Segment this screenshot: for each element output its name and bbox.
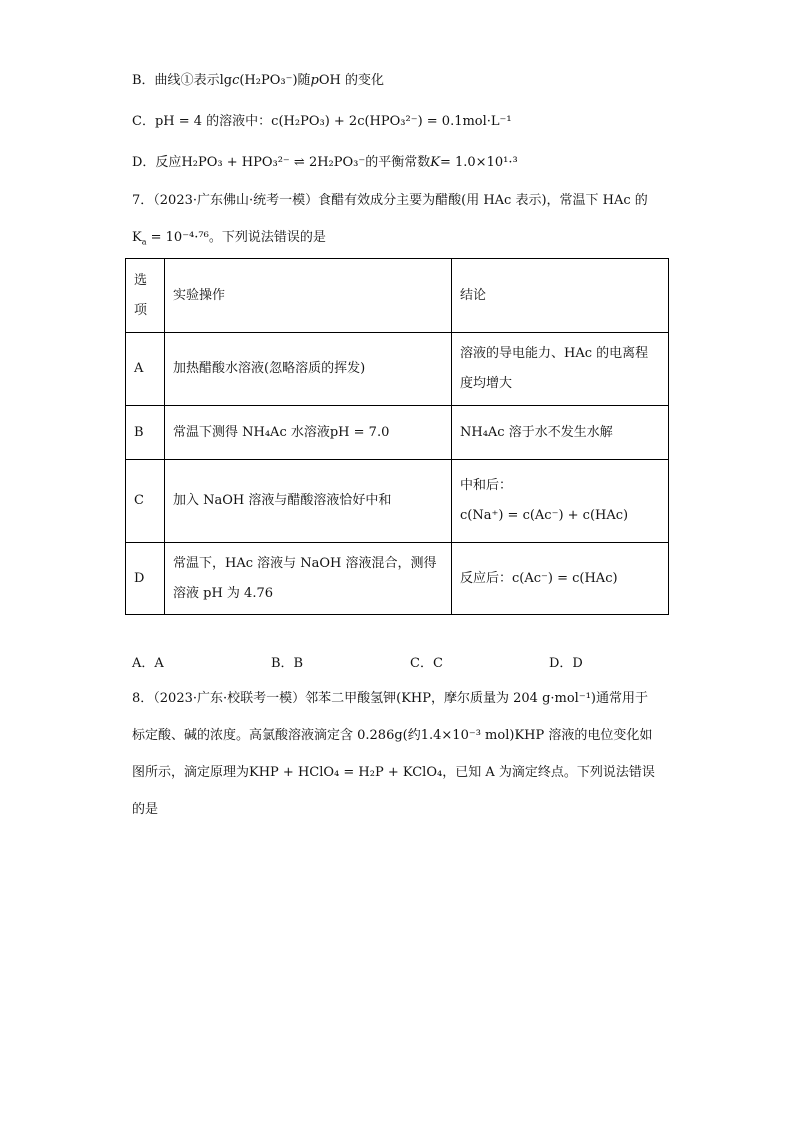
q8-line1: 8．（2023·广东·校联考一模）邻苯二甲酸氢钾(KHP，摩尔质量为 204 g·mol⁻¹)通常用于 xyxy=(132,691,648,706)
q6-option-b xyxy=(132,71,384,91)
answer-a: A．A xyxy=(132,656,164,671)
header-operation: 实验操作 xyxy=(165,259,452,333)
ka-value: = 10⁻⁴·⁷⁶ xyxy=(146,230,209,245)
q6-option-b-p: p xyxy=(310,73,319,88)
ka-label: K xyxy=(132,230,142,245)
table-row xyxy=(126,460,669,543)
q7-stem-line2 xyxy=(132,228,326,248)
row-b-conclusion: NH₄Ac 溶于水不发生水解 xyxy=(452,406,669,460)
q6-option-d-post: 的平衡常数 xyxy=(365,155,431,170)
q8-line3: 图所示，滴定原理为KHP + HClO₄ = H₂P + KClO₄，已知 A 为滴定终点。下列说法错误 xyxy=(132,765,655,780)
q6-option-b-post2: OH 的变化 xyxy=(318,73,384,88)
answer-c: C．C xyxy=(410,656,443,671)
q6-option-d-k: K xyxy=(430,155,440,170)
q7-stem-line1: 7．（2023·广东佛山·统考一模）食醋有效成分主要为醋酸(用 HAc 表示)，常温下 HAc 的 xyxy=(132,193,648,208)
header-conclusion: 结论 xyxy=(452,259,669,333)
q6-option-b-mid: 表示lg xyxy=(193,73,233,88)
row-a-conclusion-line2: 度均增大 xyxy=(460,376,513,391)
q6-option-d-pre: D．反应 xyxy=(132,155,182,170)
answer-d: D．D xyxy=(549,656,583,671)
q6-option-b-post1: 随 xyxy=(297,73,311,88)
row-a-conclusion xyxy=(452,333,669,406)
header-option xyxy=(126,259,165,333)
q6-option-b-pre: B．曲线 xyxy=(132,73,181,88)
row-a-conclusion-line1: 溶液的导电能力、HAc 的电离程 xyxy=(460,346,649,361)
table-row xyxy=(126,333,669,406)
row-c-conclusion-line2: c(Na⁺) = c(Ac⁻) + c(HAc) xyxy=(460,508,629,523)
row-d-operation-line2: 溶液 pH 为 4.76 xyxy=(173,585,274,601)
row-a-operation: 加热醋酸水溶液(忽略溶质的挥发) xyxy=(165,333,452,406)
row-d-operation-line1: 常温下，HAc 溶液与 NaOH 溶液混合，测得 xyxy=(173,555,437,571)
table-row xyxy=(126,543,669,615)
row-c-conclusion xyxy=(452,460,669,543)
q8-line2: 标定酸、碱的浓度。高氯酸溶液滴定含 0.286g(约1.4×10⁻³ mol)KHP 溶液的电位变化如 xyxy=(132,728,653,743)
q7-stem-line2-text: 。下列说法错误的是 xyxy=(208,230,326,245)
q6-option-b-paren: (H₂PO₃⁻) xyxy=(239,73,298,88)
answer-b: B．B xyxy=(271,656,304,671)
header-option-line1: 选 xyxy=(134,272,148,288)
row-d-conclusion: 反应后：c(Ac⁻) = c(HAc) xyxy=(452,543,669,615)
row-d-operation xyxy=(165,543,452,615)
q7-table xyxy=(125,258,669,615)
row-d-option: D xyxy=(126,543,165,615)
q6-option-b-c: c xyxy=(232,73,240,88)
q6-option-d-reaction: H₂PO₃ + HPO₃²⁻ ⇌ 2H₂PO₃⁻ xyxy=(181,155,366,170)
row-a-option: A xyxy=(126,333,165,406)
row-c-option: C xyxy=(126,460,165,543)
table-header-row xyxy=(126,259,669,333)
q6-option-d xyxy=(132,153,518,173)
circled-one: ① xyxy=(180,73,194,88)
ka-sub: a xyxy=(141,237,147,247)
header-option-line2: 项 xyxy=(134,302,148,318)
q6-option-d-value: = 1.0×10¹·³ xyxy=(439,155,518,170)
row-b-option: B xyxy=(126,406,165,460)
table-row xyxy=(126,406,669,460)
row-b-operation: 常温下测得 NH₄Ac 水溶液pH = 7.0 xyxy=(165,406,452,460)
q8-line4: 的是 xyxy=(132,802,159,817)
row-c-conclusion-line1: 中和后： xyxy=(460,478,513,493)
q6-option-c-expr: c(H₂PO₃) + 2c(HPO₃²⁻) = 0.1mol·L⁻¹ xyxy=(271,114,512,129)
q6-option-c-pre: C．pH = 4 的溶液中： xyxy=(132,114,272,129)
row-c-operation: 加入 NaOH 溶液与醋酸溶液恰好中和 xyxy=(165,460,452,543)
q6-option-c xyxy=(132,112,512,132)
